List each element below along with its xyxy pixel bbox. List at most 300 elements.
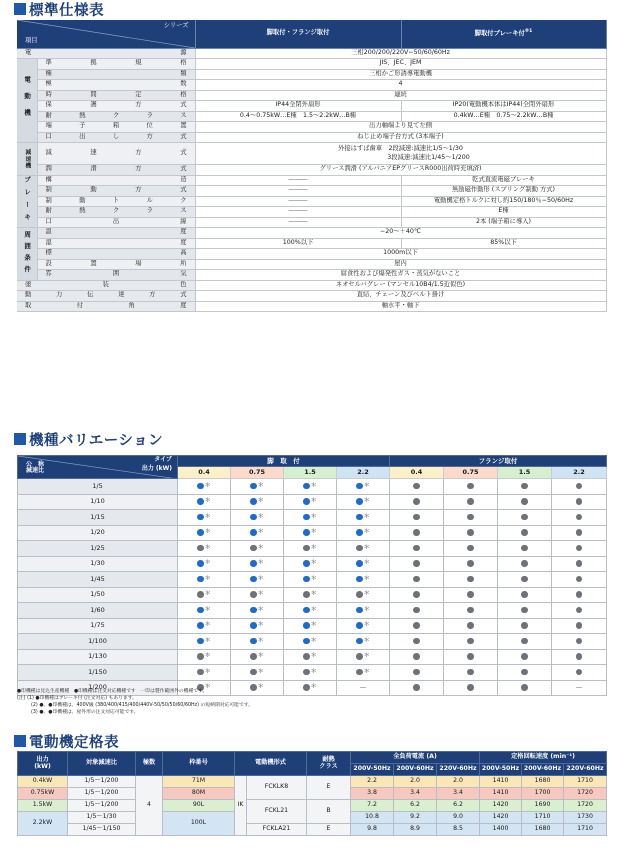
availability-cell (444, 479, 498, 495)
blue-dot-icon (250, 498, 257, 505)
blue-dot-icon (197, 498, 204, 505)
asterisk-icon: ＊ (257, 559, 264, 567)
availability-cell (552, 618, 607, 634)
section-title-motor: 電動機定格表 (14, 732, 119, 750)
gray-dot-icon (250, 591, 257, 598)
gray-dot-icon (521, 545, 528, 552)
availability-cell (444, 510, 498, 526)
blue-dot-icon (303, 607, 310, 614)
blue-dot-icon (356, 622, 363, 629)
availability-cell (498, 587, 552, 603)
availability-cell (284, 603, 337, 619)
availability-cell (178, 618, 231, 634)
availability-cell (178, 634, 231, 650)
section-square-icon (14, 3, 26, 15)
availability-cell (498, 510, 552, 526)
availability-cell (231, 649, 284, 665)
spec-row: 口出し方式 ねじ止め端子台方式 (3本端子) (17, 132, 606, 143)
availability-cell (498, 525, 552, 541)
gray-dot-icon (303, 591, 310, 598)
spec-category-environment: 周囲条件 (17, 228, 37, 281)
blue-dot-icon (356, 607, 363, 614)
variation-header-corner (18, 456, 178, 479)
gray-dot-icon (521, 483, 528, 490)
availability-cell (444, 680, 498, 696)
spec-row-mounting: 取付角度 軸水平・軸下 (17, 301, 606, 312)
gray-dot-icon (250, 545, 257, 552)
asterisk-icon: ＊ (363, 497, 370, 505)
motor-subheader-row: 200V-50Hz 200V-60Hz 220V-60Hz 200V-50Hz 200V-60Hz 220V-60Hz (18, 764, 607, 776)
variation-kw-1: 0.75 (231, 467, 284, 479)
availability-cell (498, 649, 552, 665)
availability-cell (552, 634, 607, 650)
availability-cell (178, 665, 231, 681)
gray-dot-icon (197, 653, 204, 660)
gray-dot-icon (356, 669, 363, 676)
availability-cell (552, 525, 607, 541)
gray-dot-icon (413, 622, 420, 629)
availability-cell (552, 572, 607, 588)
availability-cell (552, 649, 607, 665)
availability-cell (231, 618, 284, 634)
availability-cell (337, 479, 390, 495)
gray-dot-icon (467, 576, 474, 583)
motor-row: 2.2kW 1/5〜1/30 100L 10.8 9.2 9.0 1420 1710 1730 (18, 812, 607, 824)
gray-dot-icon (413, 514, 420, 521)
variation-row (18, 541, 607, 557)
gray-dot-icon (521, 560, 528, 567)
blue-dot-icon (303, 514, 310, 521)
spec-row: 種類 三相かご形誘導電動機 (17, 69, 606, 80)
variation-kw-3: 2.2 (552, 467, 607, 479)
spec-row: 周囲条件 温度 −20〜＋40℃ (17, 228, 606, 239)
availability-cell (390, 634, 444, 650)
asterisk-icon: ＊ (310, 574, 317, 582)
gray-dot-icon (576, 514, 583, 521)
availability-cell (498, 494, 552, 510)
blue-dot-icon (303, 483, 310, 490)
gray-dot-icon (303, 684, 310, 691)
motor-table (17, 751, 607, 836)
note-line: (3) ●、●印機種は、屋外形の注文対応可能です。 (31, 709, 139, 715)
variation-kw-2: 1.5 (284, 467, 337, 479)
gray-dot-icon (413, 529, 420, 536)
asterisk-icon: ＊ (204, 590, 211, 598)
asterisk-icon: ＊ (204, 683, 211, 691)
asterisk-icon: ＊ (204, 605, 211, 613)
availability-cell (178, 603, 231, 619)
variation-ratio: 1/10 (18, 494, 178, 510)
asterisk-icon: ＊ (310, 497, 317, 505)
variation-notes (17, 689, 253, 717)
blue-dot-icon (197, 529, 204, 536)
blue-dot-icon (250, 514, 257, 521)
asterisk-icon: ＊ (257, 683, 264, 691)
availability-cell (390, 572, 444, 588)
blue-dot-icon (250, 622, 257, 629)
gray-dot-icon (197, 669, 204, 676)
availability-cell (390, 665, 444, 681)
spec-row: 口出線 ――― 2本 (端子箱に導入) (17, 217, 606, 228)
availability-cell (231, 556, 284, 572)
availability-cell (178, 541, 231, 557)
availability-cell (337, 510, 390, 526)
gray-dot-icon (467, 607, 474, 614)
spec-row: 設置場所 屋内 (17, 259, 606, 270)
availability-cell (390, 541, 444, 557)
gray-dot-icon (303, 653, 310, 660)
asterisk-icon: ＊ (363, 605, 370, 613)
gray-dot-icon (521, 576, 528, 583)
asterisk-icon: ＊ (257, 497, 264, 505)
asterisk-icon: ＊ (257, 605, 264, 613)
asterisk-icon: ＊ (257, 667, 264, 675)
asterisk-icon: ＊ (310, 636, 317, 644)
asterisk-icon: ＊ (363, 543, 370, 551)
asterisk-icon: ＊ (310, 683, 317, 691)
gray-dot-icon (521, 498, 528, 505)
blue-dot-icon (197, 560, 204, 567)
asterisk-icon: ＊ (204, 559, 211, 567)
availability-cell (337, 494, 390, 510)
availability-cell (444, 649, 498, 665)
note-line: (注) (1) ●印機種はブレーキ付 (注文対応) もあります。 (17, 695, 137, 701)
asterisk-icon: ＊ (310, 621, 317, 629)
variation-row (18, 510, 607, 526)
spec-row: 端子箱位置 出力軸端より見て左側 (17, 122, 606, 133)
motor-row: 0.75kW 1/5〜1/200 80M 3.8 3.4 3.4 1410 1700 1720 (18, 788, 607, 800)
variation-header-row (18, 456, 607, 467)
section-title-variation: 機種バリエーション (14, 430, 163, 448)
availability-cell (390, 510, 444, 526)
availability-cell (337, 572, 390, 588)
gray-dot-icon (356, 591, 363, 598)
availability-cell (444, 587, 498, 603)
blue-dot-icon (250, 607, 257, 614)
gray-dot-icon (413, 498, 420, 505)
gray-dot-icon (413, 653, 420, 660)
gray-dot-icon (576, 653, 583, 660)
asterisk-icon: ＊ (363, 667, 370, 675)
availability-cell (498, 479, 552, 495)
availability-cell (231, 634, 284, 650)
availability-cell (337, 587, 390, 603)
spec-header-series: シリーズ (163, 22, 189, 29)
availability-cell (444, 603, 498, 619)
asterisk-icon: ＊ (204, 636, 211, 644)
availability-cell (231, 494, 284, 510)
gray-dot-icon (467, 669, 474, 676)
asterisk-icon: ＊ (310, 481, 317, 489)
availability-cell (552, 494, 607, 510)
availability-cell (390, 649, 444, 665)
availability-cell (284, 525, 337, 541)
motor-row: 0.4kW 1/5〜1/200 4 71M IK FCKLK8 E 2.2 2.0 2.0 1410 1680 1710 (18, 776, 607, 788)
section-square-icon (14, 735, 26, 747)
variation-row (18, 603, 607, 619)
section-square-icon (14, 433, 26, 445)
blue-dot-icon (197, 576, 204, 583)
availability-cell (552, 510, 607, 526)
gray-dot-icon (521, 653, 528, 660)
availability-cell (178, 556, 231, 572)
spec-row: 耐熱クラス ――― E種 (17, 207, 606, 218)
asterisk-icon: ＊ (257, 652, 264, 660)
availability-cell (390, 680, 444, 696)
availability-cell (444, 572, 498, 588)
variation-ratio: 1/150 (18, 665, 178, 681)
gray-dot-icon (467, 483, 474, 490)
blue-dot-icon (303, 529, 310, 536)
availability-cell (337, 649, 390, 665)
blue-dot-icon (250, 529, 257, 536)
gray-dot-icon (576, 560, 583, 567)
variation-header-ratio: 公 称 減速比 (26, 461, 45, 475)
availability-cell: — (337, 680, 390, 696)
availability-cell (498, 572, 552, 588)
spec-row: 潤滑方式 グリース潤滑 (アルバニアEPグリースR000出荷時充填済) (17, 165, 606, 176)
variation-kw-0: 0.4 (390, 467, 444, 479)
spec-row-power: 電 源 三相200/200/220V−50/60/60Hz (17, 48, 606, 59)
availability-cell (498, 541, 552, 557)
gray-dot-icon (521, 669, 528, 676)
spec-row: 保護方式 IP44全閉外扇形 IP20(電動機本体はIP44)全閉外扇形 (17, 101, 606, 112)
variation-row (18, 525, 607, 541)
availability-cell (498, 618, 552, 634)
availability-cell (284, 618, 337, 634)
availability-cell (337, 665, 390, 681)
availability-cell (552, 587, 607, 603)
variation-ratio: 1/20 (18, 525, 178, 541)
gray-dot-icon (467, 514, 474, 521)
spec-row: 電動機 準拠規格 JIS、JEC、JEM (17, 59, 606, 70)
availability-cell (498, 634, 552, 650)
variation-row (18, 494, 607, 510)
gray-dot-icon (576, 591, 583, 598)
gray-dot-icon (467, 545, 474, 552)
blue-dot-icon (356, 638, 363, 645)
spec-table (17, 20, 607, 312)
availability-cell (231, 665, 284, 681)
spec-header-row (17, 20, 606, 48)
variation-row (18, 479, 607, 495)
gray-dot-icon (521, 529, 528, 536)
availability-cell: — (552, 680, 607, 696)
availability-cell (498, 665, 552, 681)
spec-category-motor: 電動機 (17, 59, 37, 143)
asterisk-icon: ＊ (310, 667, 317, 675)
availability-cell (552, 556, 607, 572)
spec-header-corner (17, 20, 195, 48)
gray-dot-icon (467, 653, 474, 660)
availability-cell (231, 510, 284, 526)
gray-dot-icon (356, 545, 363, 552)
availability-cell (284, 510, 337, 526)
variation-ratio: 1/100 (18, 634, 178, 650)
asterisk-icon: ＊ (204, 512, 211, 520)
availability-cell (390, 587, 444, 603)
variation-row (18, 665, 607, 681)
gray-dot-icon (521, 638, 528, 645)
availability-cell (337, 556, 390, 572)
motor-row: 1.5kW 1/5〜1/200 90L FCKL21 B 7.2 6.2 6.2 1420 1690 1720 (18, 800, 607, 812)
gray-dot-icon (413, 576, 420, 583)
availability-cell (284, 587, 337, 603)
blue-dot-icon (197, 638, 204, 645)
availability-cell (390, 494, 444, 510)
gray-dot-icon (521, 591, 528, 598)
availability-cell (284, 494, 337, 510)
gray-dot-icon (413, 607, 420, 614)
spec-row: 制動方式 ――― 無励磁作動形 (スプリング制動 方式) (17, 186, 606, 197)
availability-cell (284, 665, 337, 681)
spec-header-item: 項目 (25, 36, 38, 44)
blue-dot-icon (356, 498, 363, 505)
spec-header-col-a: 脚取付・フランジ取付 (195, 20, 401, 48)
blue-dot-icon (303, 498, 310, 505)
spec-category-reducer: 減速機 (17, 143, 37, 176)
variation-header-foot: 脚 取 付 (178, 456, 390, 467)
availability-cell (284, 479, 337, 495)
gray-dot-icon (467, 529, 474, 536)
gray-dot-icon (521, 622, 528, 629)
gray-dot-icon (521, 514, 528, 521)
asterisk-icon: ＊ (310, 512, 317, 520)
availability-cell (498, 556, 552, 572)
availability-cell (552, 665, 607, 681)
availability-cell (231, 572, 284, 588)
availability-cell (390, 603, 444, 619)
asterisk-icon: ＊ (204, 528, 211, 536)
asterisk-icon: ＊ (363, 528, 370, 536)
blue-dot-icon (356, 514, 363, 521)
variation-kw-0: 0.4 (178, 467, 231, 479)
motor-header-row: 出力 (kW) 対象減速比 極数 枠番号 電動機形式 耐熱 クラス 全負荷電流 (A) 定格回転速度 (min⁻¹) (18, 752, 607, 764)
asterisk-icon: ＊ (310, 543, 317, 551)
gray-dot-icon (413, 669, 420, 676)
variation-header-output: 出力 (kW) (141, 465, 172, 472)
variation-ratio: 1/75 (18, 618, 178, 634)
availability-cell (178, 494, 231, 510)
variation-ratio: 1/50 (18, 587, 178, 603)
gray-dot-icon (576, 669, 583, 676)
gray-dot-icon (467, 622, 474, 629)
gray-dot-icon (413, 684, 420, 691)
availability-cell (178, 479, 231, 495)
availability-cell (444, 494, 498, 510)
gray-dot-icon (303, 669, 310, 676)
blue-dot-icon (250, 638, 257, 645)
gray-dot-icon (576, 607, 583, 614)
availability-cell (552, 603, 607, 619)
availability-cell (337, 634, 390, 650)
variation-row (18, 556, 607, 572)
availability-cell (178, 587, 231, 603)
gray-dot-icon (467, 684, 474, 691)
availability-cell (444, 541, 498, 557)
availability-cell (390, 556, 444, 572)
availability-cell (284, 649, 337, 665)
variation-ratio: 1/25 (18, 541, 178, 557)
spec-header-col-b: 脚取付ブレーキ付$^{※1}$ (401, 20, 606, 48)
gray-dot-icon (303, 545, 310, 552)
variation-ratio: 1/60 (18, 603, 178, 619)
gray-dot-icon (576, 638, 583, 645)
spec-category-brake: ブレーキ (17, 175, 37, 228)
gray-dot-icon (413, 638, 420, 645)
availability-cell (178, 649, 231, 665)
blue-dot-icon (250, 483, 257, 490)
variation-ratio: 1/5 (18, 479, 178, 495)
gray-dot-icon (467, 560, 474, 567)
gray-dot-icon (467, 591, 474, 598)
spec-row: 標高 1000m以下 (17, 249, 606, 260)
blue-dot-icon (356, 483, 363, 490)
asterisk-icon: ＊ (363, 481, 370, 489)
availability-cell (390, 479, 444, 495)
asterisk-icon: ＊ (363, 621, 370, 629)
availability-cell (178, 510, 231, 526)
availability-cell (444, 665, 498, 681)
blue-dot-icon (197, 483, 204, 490)
note-line: (2) ●、●印機種は、400V級 (380/400/415/400/440V-50/50/50/60/60Hz) の短納期対応可能です。 (31, 702, 253, 708)
asterisk-icon: ＊ (310, 652, 317, 660)
availability-cell (337, 603, 390, 619)
variation-ratio: 1/130 (18, 649, 178, 665)
gray-dot-icon (576, 529, 583, 536)
availability-cell (231, 541, 284, 557)
availability-cell (284, 680, 337, 696)
gray-dot-icon (250, 669, 257, 676)
gray-dot-icon (467, 498, 474, 505)
asterisk-icon: ＊ (257, 636, 264, 644)
asterisk-icon: ＊ (204, 621, 211, 629)
availability-cell (498, 680, 552, 696)
blue-dot-icon (303, 560, 310, 567)
availability-cell (284, 634, 337, 650)
availability-cell (337, 618, 390, 634)
gray-dot-icon (413, 591, 420, 598)
variation-row (18, 572, 607, 588)
blue-dot-icon (303, 638, 310, 645)
asterisk-icon: ＊ (204, 481, 211, 489)
gray-dot-icon (413, 560, 420, 567)
asterisk-icon: ＊ (363, 574, 370, 582)
availability-cell (444, 525, 498, 541)
availability-cell (552, 479, 607, 495)
spec-row: 耐熱クラス 0.4〜0.75kW…E種 1.5〜2.2kW…B種 0.4kW…E種 0.75〜2.2kW…B種 (17, 111, 606, 122)
blue-dot-icon (356, 529, 363, 536)
gray-dot-icon (356, 653, 363, 660)
variation-row (18, 649, 607, 665)
availability-cell (284, 541, 337, 557)
asterisk-icon: ＊ (204, 574, 211, 582)
gray-dot-icon (413, 545, 420, 552)
asterisk-icon: ＊ (363, 636, 370, 644)
availability-cell (444, 556, 498, 572)
availability-cell (231, 479, 284, 495)
gray-dot-icon (576, 622, 583, 629)
spec-row: 雰囲気 腐食性および爆発性ガス・蒸気がないこと (17, 270, 606, 281)
variation-kw-3: 2.2 (337, 467, 390, 479)
section-title-spec: 標準仕様表 (14, 0, 104, 18)
availability-cell (178, 572, 231, 588)
asterisk-icon: ＊ (363, 512, 370, 520)
asterisk-icon: ＊ (257, 481, 264, 489)
gray-dot-icon (250, 653, 257, 660)
availability-cell (444, 618, 498, 634)
availability-cell (337, 541, 390, 557)
